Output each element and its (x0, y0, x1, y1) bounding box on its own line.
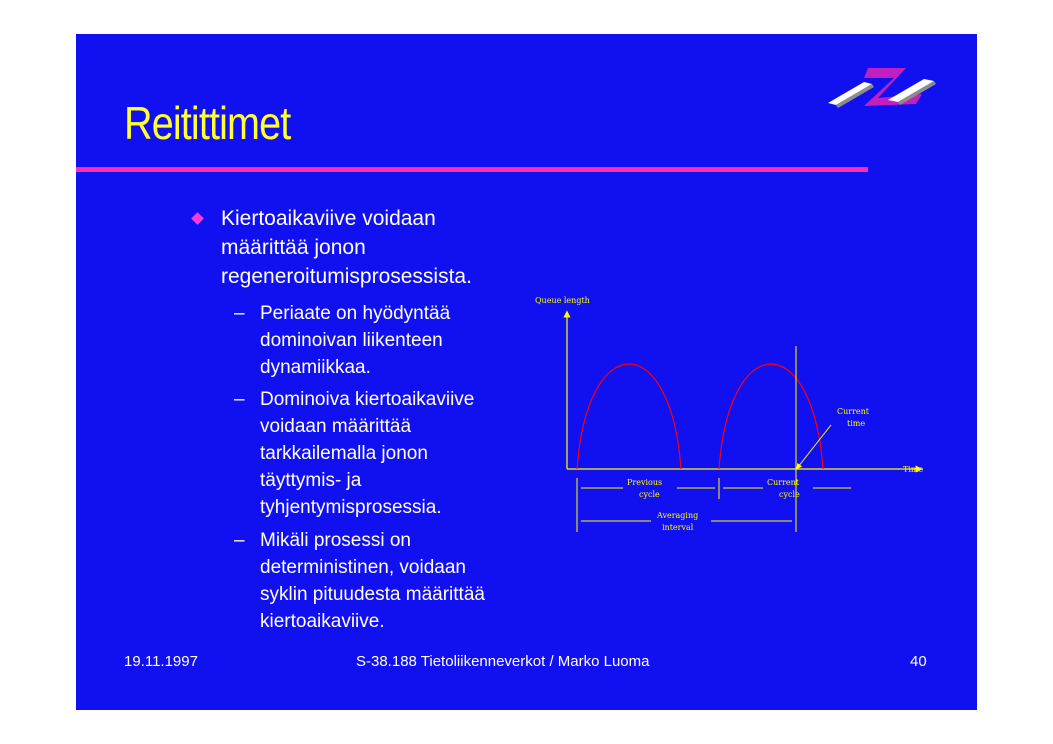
previous-cycle-label: cycle (639, 490, 660, 499)
main-bullet-line: määrittää jonon (221, 236, 366, 259)
main-bullet-line: regeneroitumisprosessista. (221, 265, 472, 288)
zz-logo-icon (824, 60, 940, 110)
sub-bullet-line: Periaate on hyödyntää (260, 303, 451, 324)
sub-bullet-line: kiertoaikaviive. (260, 611, 385, 632)
sub-bullet-line: tarkkailemalla jonon (260, 443, 428, 464)
current-time-pointer (798, 425, 831, 467)
current-cycle-label: cycle (779, 490, 800, 499)
sub-bullet-line: täyttymis- ja (260, 470, 362, 491)
dash-marker: – (234, 530, 245, 551)
sub-bullet-line: Dominoiva kiertoaikaviive (260, 389, 475, 410)
queue-length-diagram (531, 292, 931, 537)
sub-bullet-line: dynamiikkaa. (260, 357, 371, 378)
averaging-interval-label: Averaging (657, 511, 699, 520)
sub-bullet-1 (234, 300, 534, 381)
current-time-label: time (847, 419, 866, 428)
slide-title: Reitittimet (124, 97, 291, 149)
x-axis-label: Time (903, 465, 924, 474)
title-underline (76, 167, 868, 172)
footer-course: S-38.188 Tietoliikenneverkot / Marko Luoma (356, 653, 650, 670)
sub-bullet-line: syklin pituudesta määrittää (260, 584, 485, 605)
sub-bullet-line: dominoivan liikenteen (260, 330, 443, 351)
previous-cycle-label: Previous (627, 478, 663, 487)
current-time-label: Current (837, 407, 870, 416)
averaging-interval-label: interval (662, 523, 694, 532)
sub-bullet-line: deterministinen, voidaan (260, 557, 466, 578)
dash-marker: – (234, 389, 245, 410)
queue-curve-1 (577, 364, 681, 469)
sub-bullet-3 (234, 527, 534, 635)
main-bullet-line: Kiertoaikaviive voidaan (221, 207, 436, 230)
queue-curve-2 (719, 364, 823, 469)
current-cycle-label: Current (767, 478, 800, 487)
dash-marker: – (234, 303, 245, 324)
slide (76, 34, 977, 710)
sub-bullet-line: Mikäli prosessi on (260, 530, 411, 551)
bullet-diamond-icon (191, 212, 204, 225)
footer-date: 19.11.1997 (124, 653, 198, 670)
sub-bullet-line: voidaan määrittää (260, 416, 412, 437)
main-bullet-text (221, 204, 541, 291)
y-axis-label: Queue length (535, 296, 590, 305)
sub-bullet-line: tyhjentymisprosessia. (260, 497, 442, 518)
footer-page-number: 40 (910, 653, 927, 670)
sub-bullet-2 (234, 386, 534, 521)
